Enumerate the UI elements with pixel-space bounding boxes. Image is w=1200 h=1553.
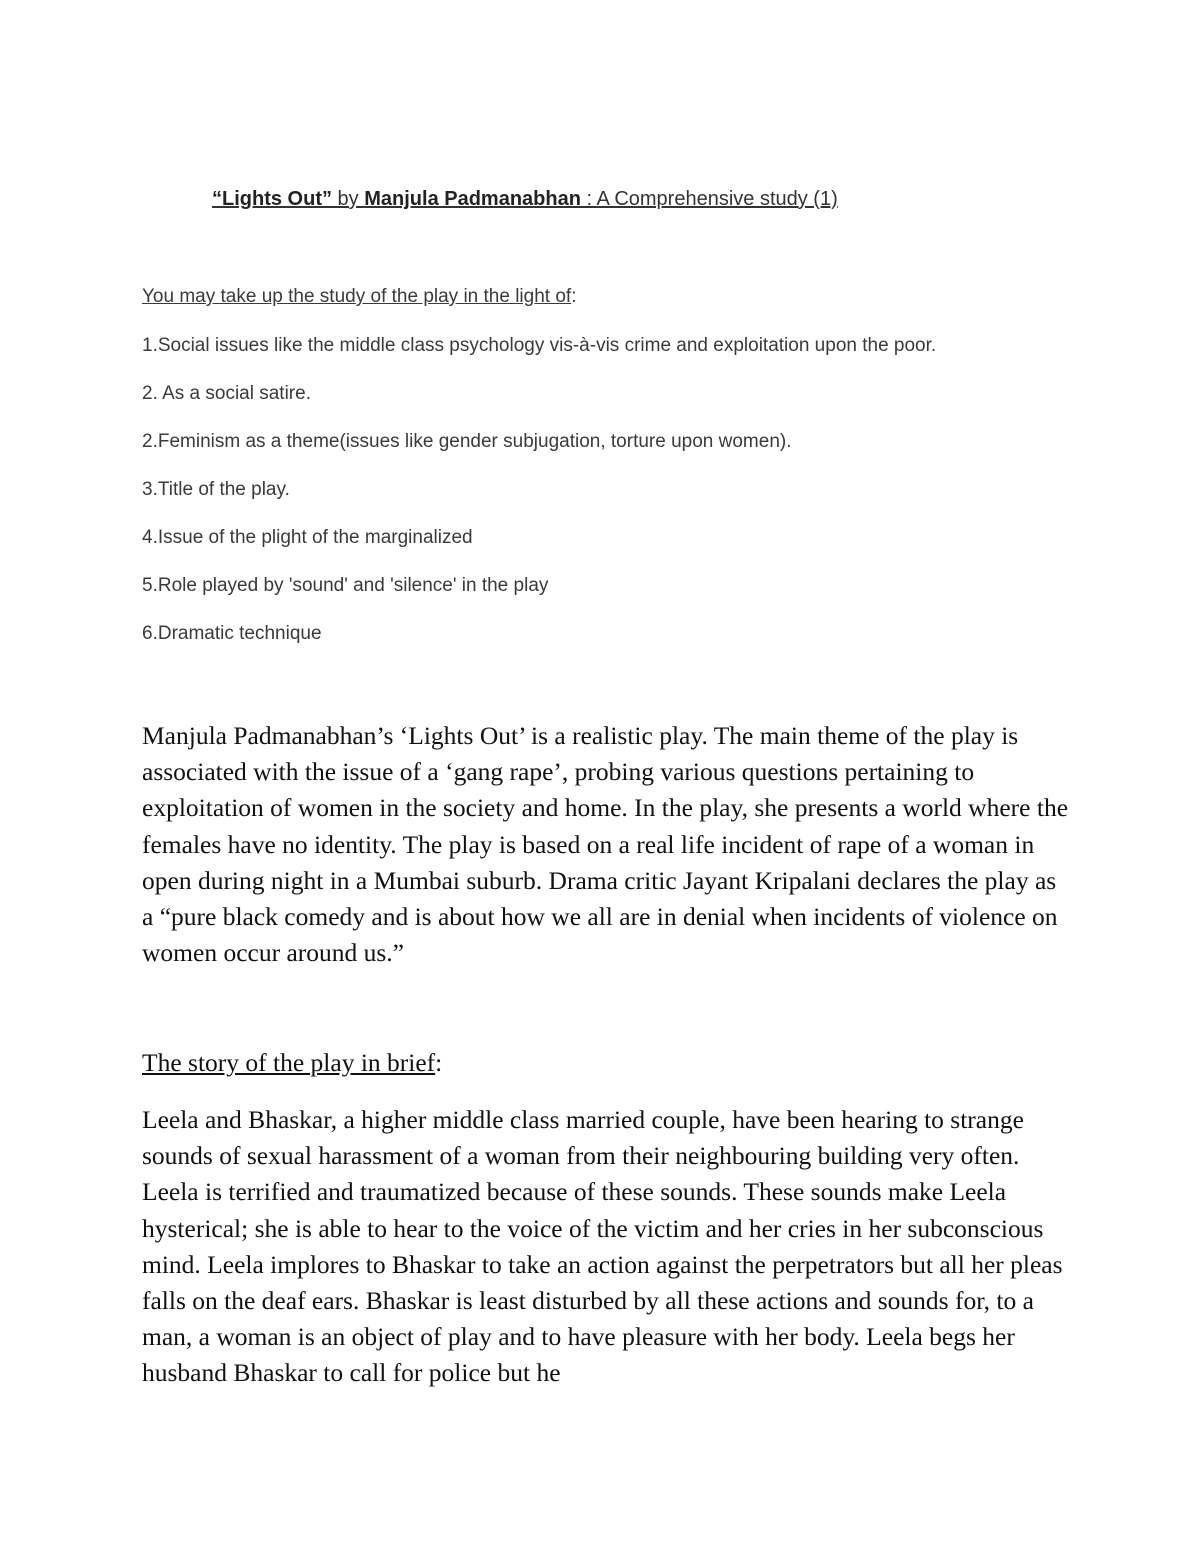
- topics-intro: [142, 286, 576, 308]
- topics-intro-colon: :: [571, 286, 577, 307]
- story-heading: [142, 1048, 442, 1078]
- story-heading-text: The story of the play in brief: [142, 1048, 436, 1077]
- topic-item: 2. As a social satire.: [142, 383, 311, 404]
- topics-intro-text: You may take up the study of the play in the light of: [142, 286, 572, 307]
- topic-item: 5.Role played by 'sound' and 'silence' in the play: [142, 575, 549, 596]
- story-heading-colon: :: [435, 1048, 443, 1077]
- topic-item: 6.Dramatic technique: [142, 623, 322, 644]
- topic-item: 4.Issue of the plight of the marginalized: [142, 527, 473, 548]
- topic-item: 3.Title of the play.: [142, 479, 290, 500]
- title-subtitle: : A Comprehensive study (1): [580, 188, 838, 210]
- document-title: [212, 188, 838, 211]
- title-by: by: [331, 188, 365, 210]
- title-author: Manjula Padmanabhan: [364, 188, 581, 210]
- story-paragraph: Leela and Bhaskar, a higher middle class married couple, have been hearing to strange sounds of sexual harassment of a woman from their neighbouring building very often. Leela is terrified and traumatized because of these sounds. These sounds make Leela hysterical; she is able to hear to the voice of the victim and her cries in her subconscious mind. Leela implores to Bhaskar to take an action against the perpetrators but all her pleas falls on the deaf ears. Bhaskar is least disturbed by all these actions and sounds for, to a man, a woman is an object of play and to have pleasure with her body. Leela begs her husband Bhaskar to call for police but he: [142, 1105, 1063, 1388]
- intro-paragraph: Manjula Padmanabhan’s ‘Lights Out’ is a realistic play. The main theme of the play is associated with the issue of a ‘gang rape’, probing various questions pertaining to exploitation of women in the society and home. In the play, she presents a world where the females have no identity. The play is based on a real life incident of rape of a woman in open during night in a Mumbai suburb. Drama critic Jayant Kripalani declares the play as a “pure black comedy and is about how we all are in denial when incidents of violence on women occur around us.”: [142, 721, 1069, 968]
- title-play-name: “Lights Out”: [212, 188, 332, 210]
- topic-item: 1.Social issues like the middle class psychology vis-à-vis crime and exploitation upon the poor.: [142, 335, 937, 356]
- topic-item: 2.Feminism as a theme(issues like gender subjugation, torture upon women).: [142, 431, 792, 452]
